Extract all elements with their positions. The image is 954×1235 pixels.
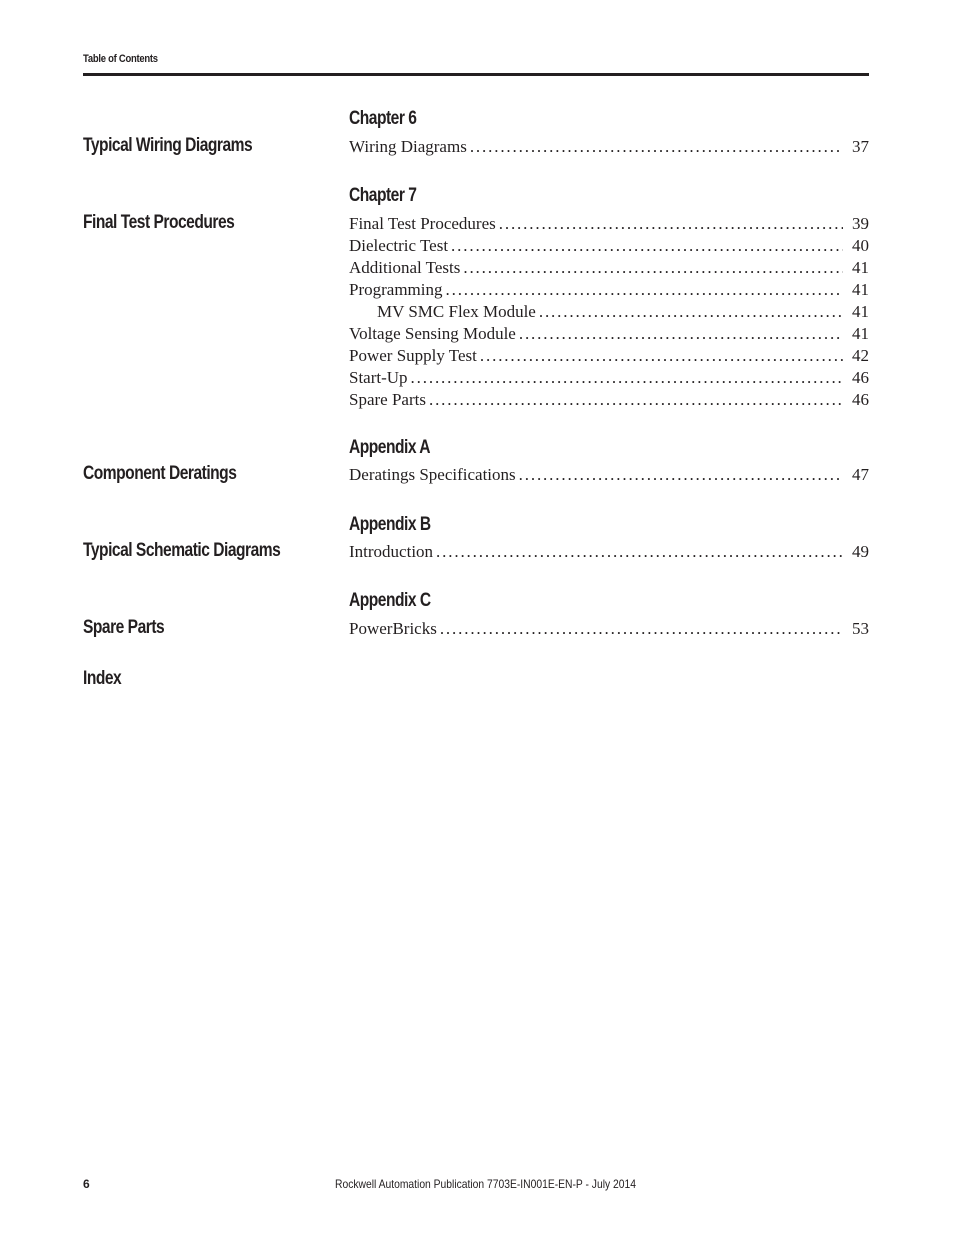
toc-entry-label: Programming: [349, 280, 443, 299]
toc-entry-label: Wiring Diagrams: [349, 137, 467, 156]
toc-entry-subsection[interactable]: [349, 301, 869, 323]
toc-entry-label: Additional Tests: [349, 258, 461, 277]
dot-leader: [463, 257, 843, 279]
toc-entries: [349, 618, 869, 640]
toc-entry-page: 53: [852, 619, 869, 638]
toc-entry-page: 37: [852, 137, 869, 156]
dot-leader: [411, 367, 843, 389]
dot-leader: [519, 464, 843, 486]
toc-entry[interactable]: [349, 235, 869, 257]
toc-entry[interactable]: [349, 345, 869, 367]
dot-leader: [519, 323, 843, 345]
chapter-label: Appendix B: [349, 514, 431, 535]
footer-publication: Rockwell Automation Publication 7703E-IN001E-EN-P - July 2014: [335, 1177, 636, 1191]
toc-entry-page: 39: [852, 214, 869, 233]
running-header-title: Table of Contents: [83, 53, 158, 65]
toc-entry-label: MV SMC Flex Module: [377, 302, 536, 321]
toc-entry-page: 47: [852, 465, 869, 484]
dot-leader: [440, 618, 843, 640]
dot-leader: [539, 301, 843, 323]
toc-entry-page: 41: [852, 280, 869, 299]
toc-entry-page: 41: [852, 258, 869, 277]
toc-entry-label: Dielectric Test: [349, 236, 449, 255]
section-title: Typical Wiring Diagrams: [83, 135, 253, 156]
toc-entry[interactable]: [349, 618, 869, 640]
toc-entries: [349, 213, 869, 411]
toc-entry[interactable]: [349, 213, 869, 235]
toc-entry-page: 49: [852, 542, 869, 561]
dot-leader: [446, 279, 844, 301]
toc-entry-page: 46: [852, 368, 869, 387]
toc-entry-label: Introduction: [349, 542, 434, 561]
toc-entry-label: PowerBricks: [349, 619, 437, 638]
dot-leader: [480, 345, 843, 367]
section-title: Final Test Procedures: [83, 212, 235, 233]
toc-entry[interactable]: [349, 257, 869, 279]
toc-entry-page: 40: [852, 236, 869, 255]
toc-entry[interactable]: [349, 323, 869, 345]
chapter-label: Appendix C: [349, 590, 431, 611]
toc-entry-label: Voltage Sensing Module: [349, 324, 516, 343]
toc-entry[interactable]: [349, 367, 869, 389]
toc-entry-page: 42: [852, 346, 869, 365]
header-rule: [83, 73, 869, 76]
toc-entry[interactable]: [349, 389, 869, 411]
dot-leader: [470, 136, 843, 158]
dot-leader: [499, 213, 843, 235]
toc-entry[interactable]: [349, 279, 869, 301]
section-title: Typical Schematic Diagrams: [83, 540, 281, 561]
toc-entry[interactable]: [349, 136, 869, 158]
toc-entry[interactable]: [349, 541, 869, 563]
section-title: Index: [83, 668, 122, 689]
toc-entries: [349, 136, 869, 158]
toc-entry-page: 41: [852, 302, 869, 321]
dot-leader: [451, 235, 843, 257]
chapter-label: Appendix A: [349, 437, 431, 458]
dot-leader: [436, 541, 843, 563]
toc-entry-page: 46: [852, 390, 869, 409]
toc-entries: [349, 464, 869, 486]
toc-entry-label: Power Supply Test: [349, 346, 477, 365]
toc-entry-label: Deratings Specifications: [349, 465, 516, 484]
toc-entry-page: 41: [852, 324, 869, 343]
toc-entry-label: Spare Parts: [349, 390, 426, 409]
toc-entry[interactable]: [349, 464, 869, 486]
footer-page-number: 6: [83, 1177, 90, 1191]
dot-leader: [429, 389, 843, 411]
chapter-label: Chapter 6: [349, 108, 417, 129]
chapter-label: Chapter 7: [349, 185, 417, 206]
section-title: Spare Parts: [83, 617, 165, 638]
toc-entries: [349, 541, 869, 563]
toc-entry-label: Start-Up: [349, 368, 408, 387]
section-title: Component Deratings: [83, 463, 237, 484]
toc-entry-label: Final Test Procedures: [349, 214, 496, 233]
